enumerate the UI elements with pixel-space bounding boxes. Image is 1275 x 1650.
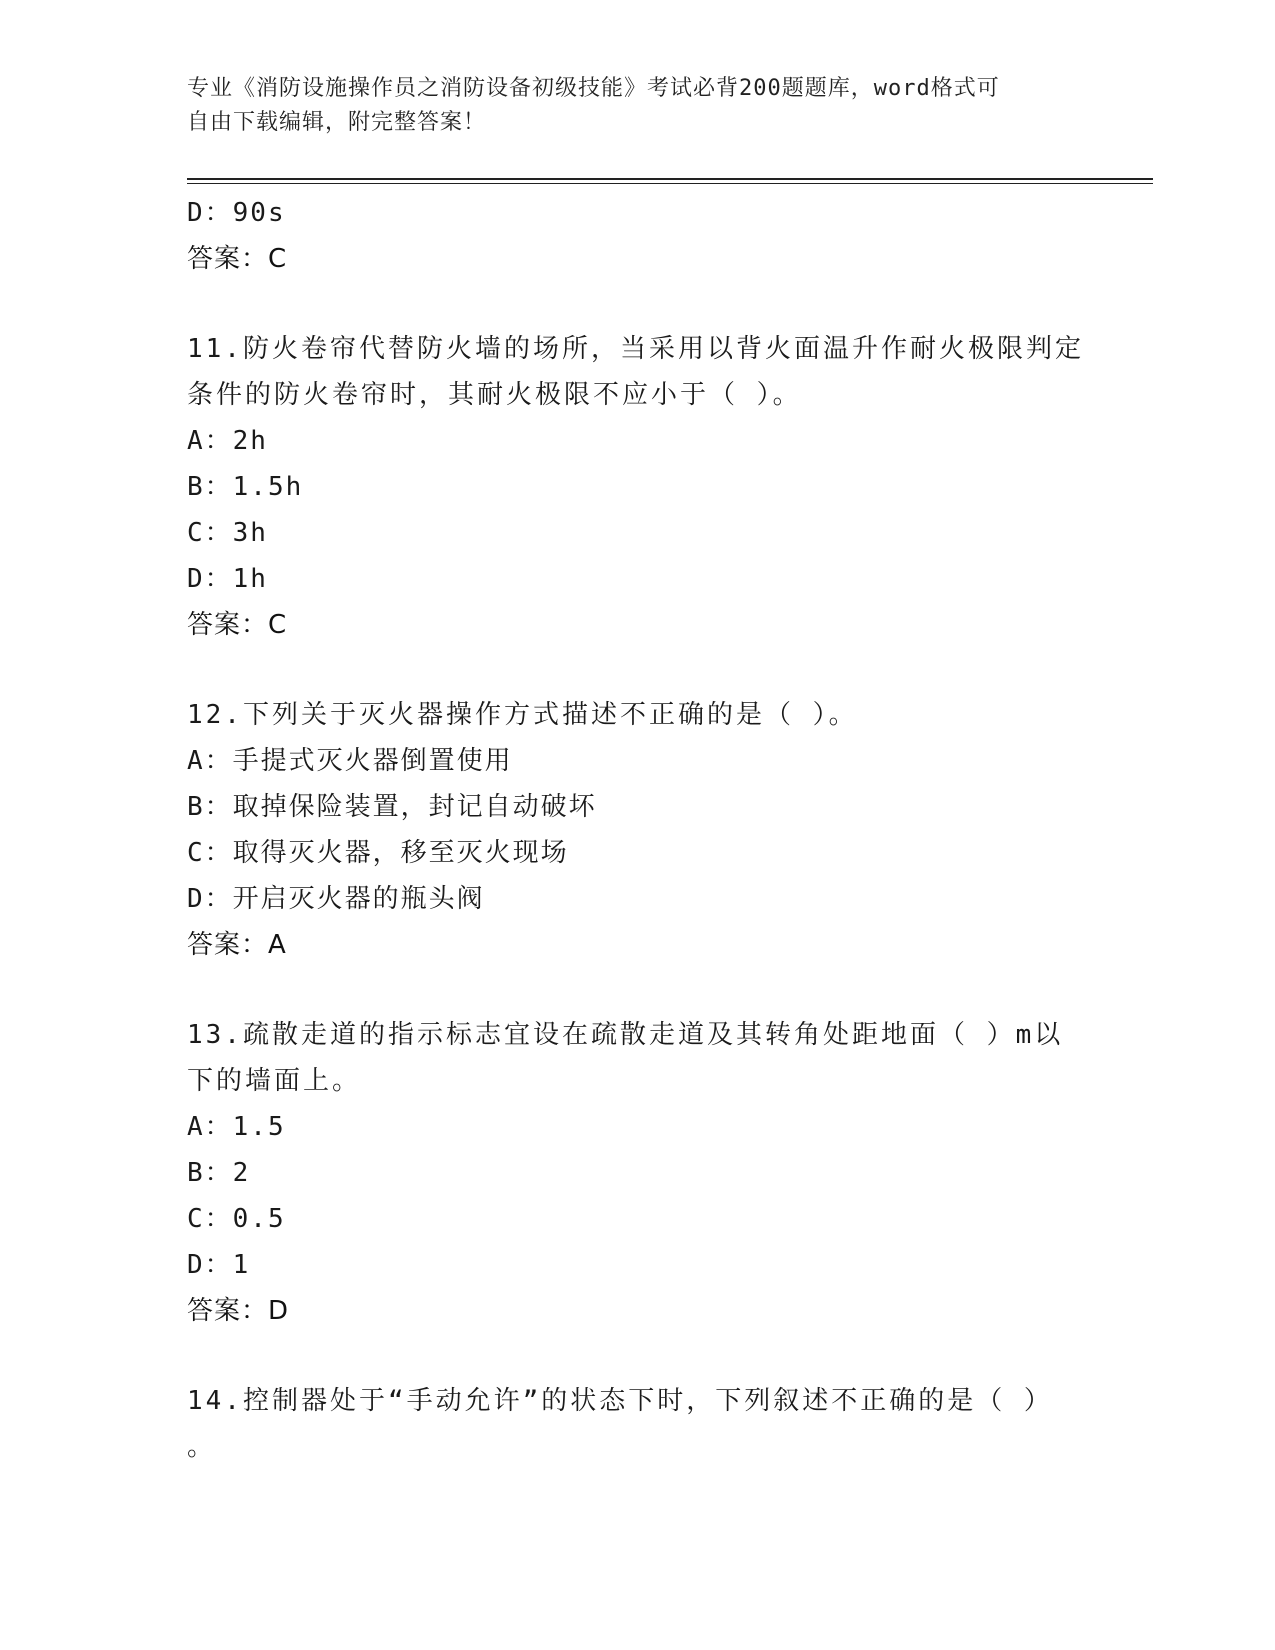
header-divider-thin [187, 183, 1153, 184]
question-text-line-1: 12.下列关于灭火器操作方式描述不正确的是（ ）。 [187, 700, 858, 730]
question-text-line-1: 13.疏散走道的指示标志宜设在疏散走道及其转角处距地面（ ）m以 [187, 1020, 1064, 1050]
option-b: B：1.5h [187, 472, 304, 502]
header-line-2: 自由下载编辑，附完整答案！ [187, 110, 487, 135]
question-13 [187, 1012, 1087, 1334]
option-d: D：开启灭火器的瓶头阀 [187, 884, 485, 914]
question-text-line-2: 条件的防火卷帘时，其耐火极限不应小于（ ）。 [187, 380, 802, 410]
option-c: C：取得灭火器，移至灭火现场 [187, 838, 569, 868]
option-a: A：2h [187, 426, 268, 456]
option-b: B：2 [187, 1158, 251, 1188]
header-divider-thick [187, 178, 1153, 180]
question-text-line-1: 14.控制器处于“手动允许”的状态下时，下列叙述不正确的是（ ） [187, 1386, 1053, 1416]
answer-line: 答案：C [187, 610, 288, 640]
question-12 [187, 692, 1087, 968]
page-content [187, 190, 1087, 1470]
question-14 [187, 1378, 1087, 1470]
header-line-1: 专业《消防设施操作员之消防设备初级技能》考试必背200题题库，word格式可 [187, 76, 1000, 101]
document-header [187, 72, 1087, 140]
question-text-line-2: 。 [187, 1432, 217, 1462]
option-c: C：0.5 [187, 1204, 286, 1234]
option-a: A：1.5 [187, 1112, 286, 1142]
previous-question-tail [187, 190, 1087, 282]
question-text-line-2: 下的墙面上。 [187, 1066, 362, 1096]
question-11 [187, 326, 1087, 648]
answer-line: 答案：A [187, 930, 287, 960]
answer-line: 答案：D [187, 1296, 290, 1326]
option-d: D：90s [187, 198, 286, 228]
option-c: C：3h [187, 518, 268, 548]
option-a: A：手提式灭火器倒置使用 [187, 746, 513, 776]
answer-line: 答案：C [187, 244, 288, 274]
option-d: D：1h [187, 564, 268, 594]
option-d: D：1 [187, 1250, 251, 1280]
question-text-line-1: 11.防火卷帘代替防火墙的场所，当采用以背火面温升作耐火极限判定 [187, 334, 1084, 364]
option-b: B：取掉保险装置，封记自动破坏 [187, 792, 597, 822]
